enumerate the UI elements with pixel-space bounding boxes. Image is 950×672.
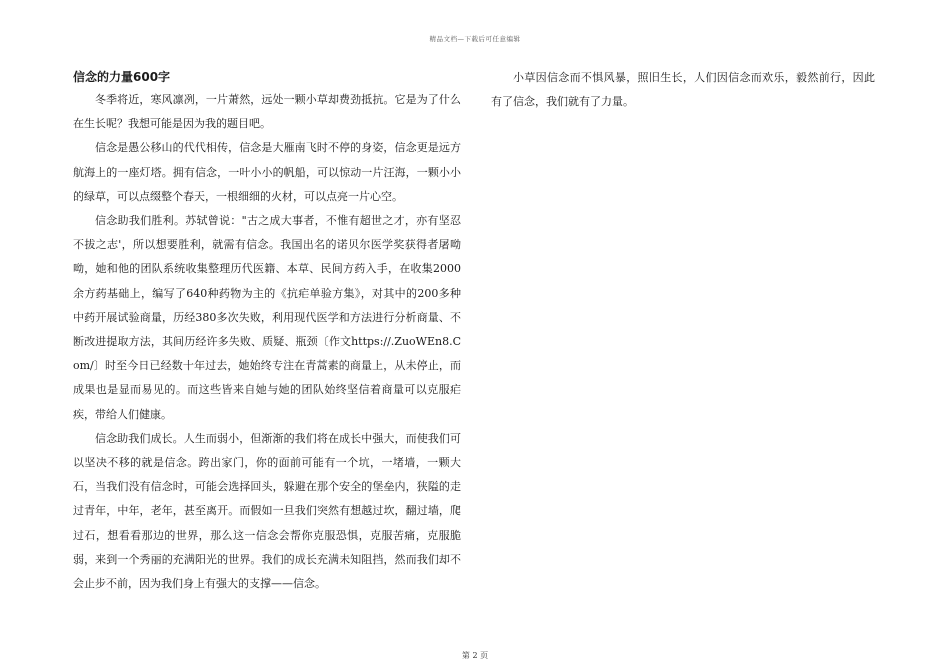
page-header: 精品文档—下载后可任意编辑 (429, 35, 521, 43)
paragraph-1: 冬季将近，寒风凛冽，一片萧然，远处一颗小草却费劲抵抗。它是为了什么在生长呢？我想可能是因为我的题目吧。 (73, 93, 461, 131)
paragraph-3: 信念助我们胜利。苏轼曾说："古之成大事者，不惟有超世之才，亦有坚忍不拔之志'，所以想要胜利，就需有信念。我国出名的诺贝尔医学奖获得者屠呦呦，她和他的团队系统收集整理历代医籍、本草、民间方药入手，在收集2000余方药基础上，编写了640种药物为主的《抗疟单验方集》，对其中的200多种中药开展试验商量，历经380多次失败，利用现代医学和方法进行分析商量、不断改进提取方法，其间历经许多失败、质疑、瓶颈〔作文https://.ZuoWEn8.Com/〕时至今日已经数十年过去，她始终专注在青蒿素的商量上，从未停止，而成果也是显而易见的。而这些皆来自她与她的团队始终坚信着商量可以克服疟疾，带给人们健康。 (73, 214, 461, 421)
left-column (73, 66, 461, 596)
paragraph-4: 信念助我们成长。人生而弱小，但渐渐的我们将在成长中强大，而使我们可以坚决不移的就是信念。跨出家门，你的面前可能有一个坑，一堵墙，一颗大石，当我们没有信念时，可能会选择回头，躲避在那个安全的堡垒内，狭隘的走过青年，中年，老年，甚至离开。而假如一旦我们突然有想越过坎，翻过墙，爬过石，想看看那边的世界，那么这一信念会帮你克服恐惧，克服苦痛，克服脆弱，来到一个秀丽的充满阳光的世界。我们的成长充满未知阻挡，然而我们却不会止步不前，因为我们身上有强大的支撑——信念。 (73, 431, 461, 591)
right-column (491, 66, 875, 114)
paragraph-2: 信念是愚公移山的代代相传，信念是大雁南飞时不停的身姿，信念更是远方航海上的一座灯塔。拥有信念，一叶小小的帆船，可以惊动一片汪海，一颗小小的绿草，可以点缀整个春天，一根细细的火材，可以点亮一片心空。 (73, 141, 461, 203)
paragraph-5: 小草因信念而不惧风暴，照旧生长，人们因信念而欢乐，毅然前行，因此有了信念，我们就有了力量。 (491, 71, 875, 109)
document-title: 信念的力量600字 (73, 70, 171, 84)
page-number: 第 2 页 (461, 651, 489, 660)
